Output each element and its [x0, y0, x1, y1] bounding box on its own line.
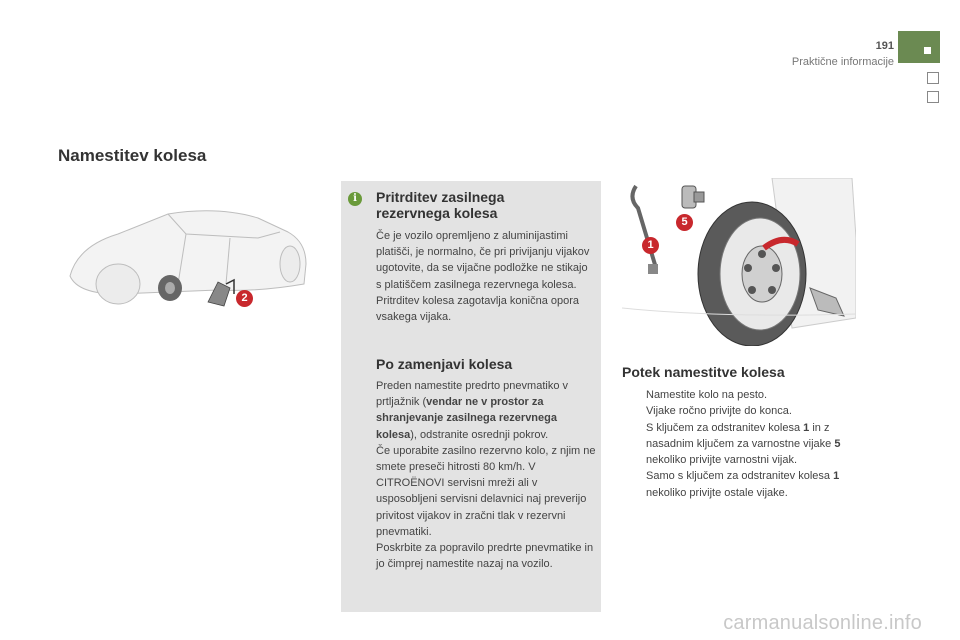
- chapter-tab-empty: [927, 91, 939, 103]
- step-text: S ključem za odstranitev kolesa: [646, 421, 804, 434]
- list-item: [622, 403, 872, 419]
- step-text-tail: nekoliko privijte ostale vijake.: [646, 486, 788, 499]
- step-bold-ref: 1: [833, 470, 840, 483]
- panel-intro-text: Če je vozilo opremljeno z aluminijastimi platišči, je normalno, če pri privijanju vijakov ugotovite, da se vijačne podložke ne stikajo s platiščem zasilnega rezervnega kolesa. Pritrditev kolesa zagotavlja konična opora vsakega vijaka.: [376, 230, 590, 324]
- panel-title: [376, 189, 596, 221]
- step-text: Vijake ročno privijte do konca.: [646, 405, 792, 418]
- callout-2-badge: 2: [236, 290, 253, 307]
- watermark-text: carmanualsonline.info: [723, 612, 922, 634]
- procedure-title: Potek namestitve kolesa: [622, 364, 785, 380]
- after-text-part-1: Preden namestite predrto pnevmatiko v prtljažnik (: [376, 380, 568, 409]
- after-change-paragraph-3: Poskrbite za popravilo predrte pnevmatike in jo čimprej namestite nazaj na vozilo.: [376, 542, 594, 571]
- after-change-text: [376, 378, 596, 572]
- procedure-steps: [622, 387, 872, 501]
- section-name: Praktične informacije: [791, 56, 894, 68]
- tab-square-icon: [924, 47, 931, 54]
- after-text-part-2: ), odstranite osrednji pokrov.: [410, 428, 549, 441]
- after-change-title: Po zamenjavi kolesa: [376, 356, 513, 372]
- panel-title-line-2: rezervnega kolesa: [376, 205, 498, 221]
- callout-5-badge: 5: [676, 214, 693, 231]
- procedure-list: [622, 387, 872, 501]
- step-bold-ref: 1: [803, 421, 810, 434]
- chapter-tab-empty: [927, 72, 939, 84]
- chapter-tab-marker: [898, 31, 940, 63]
- step-text: Namestite kolo na pesto.: [646, 389, 768, 401]
- step-bold-ref-2: 5: [834, 437, 841, 450]
- info-icon: i: [348, 192, 362, 206]
- panel-title-line-1: Pritrditev zasilnega: [376, 189, 505, 205]
- car-illustration: [58, 184, 316, 316]
- step-text-tail-2: nekoliko privijte varnostni vijak.: [646, 454, 798, 467]
- callout-1-badge: 1: [642, 237, 659, 254]
- page-title: Namestitev kolesa: [58, 146, 207, 165]
- after-change-paragraph-2: Če uporabite zasilno rezervno kolo, z njim ne smete preseči hitrosti 80 km/h. V CITROËNOVI servisni mreži ali v usposobljeni servisni delavnici naj preverijo privitost vijakov in zračni tlak v rezervni pnevmatiki.: [376, 444, 596, 538]
- after-text-bold: vendar ne v prostor za shranjevanje zasilnega rezervnega kolesa: [376, 396, 557, 441]
- step-text: Samo s ključem za odstranitev kolesa: [646, 470, 834, 483]
- list-item: [622, 420, 872, 469]
- list-item: [622, 387, 872, 403]
- list-item: [622, 468, 872, 501]
- wheel-illustration: [622, 178, 856, 346]
- step-text-tail: in z nasadnim ključem za varnostne vijake: [646, 421, 835, 450]
- page-number: 191: [875, 40, 894, 52]
